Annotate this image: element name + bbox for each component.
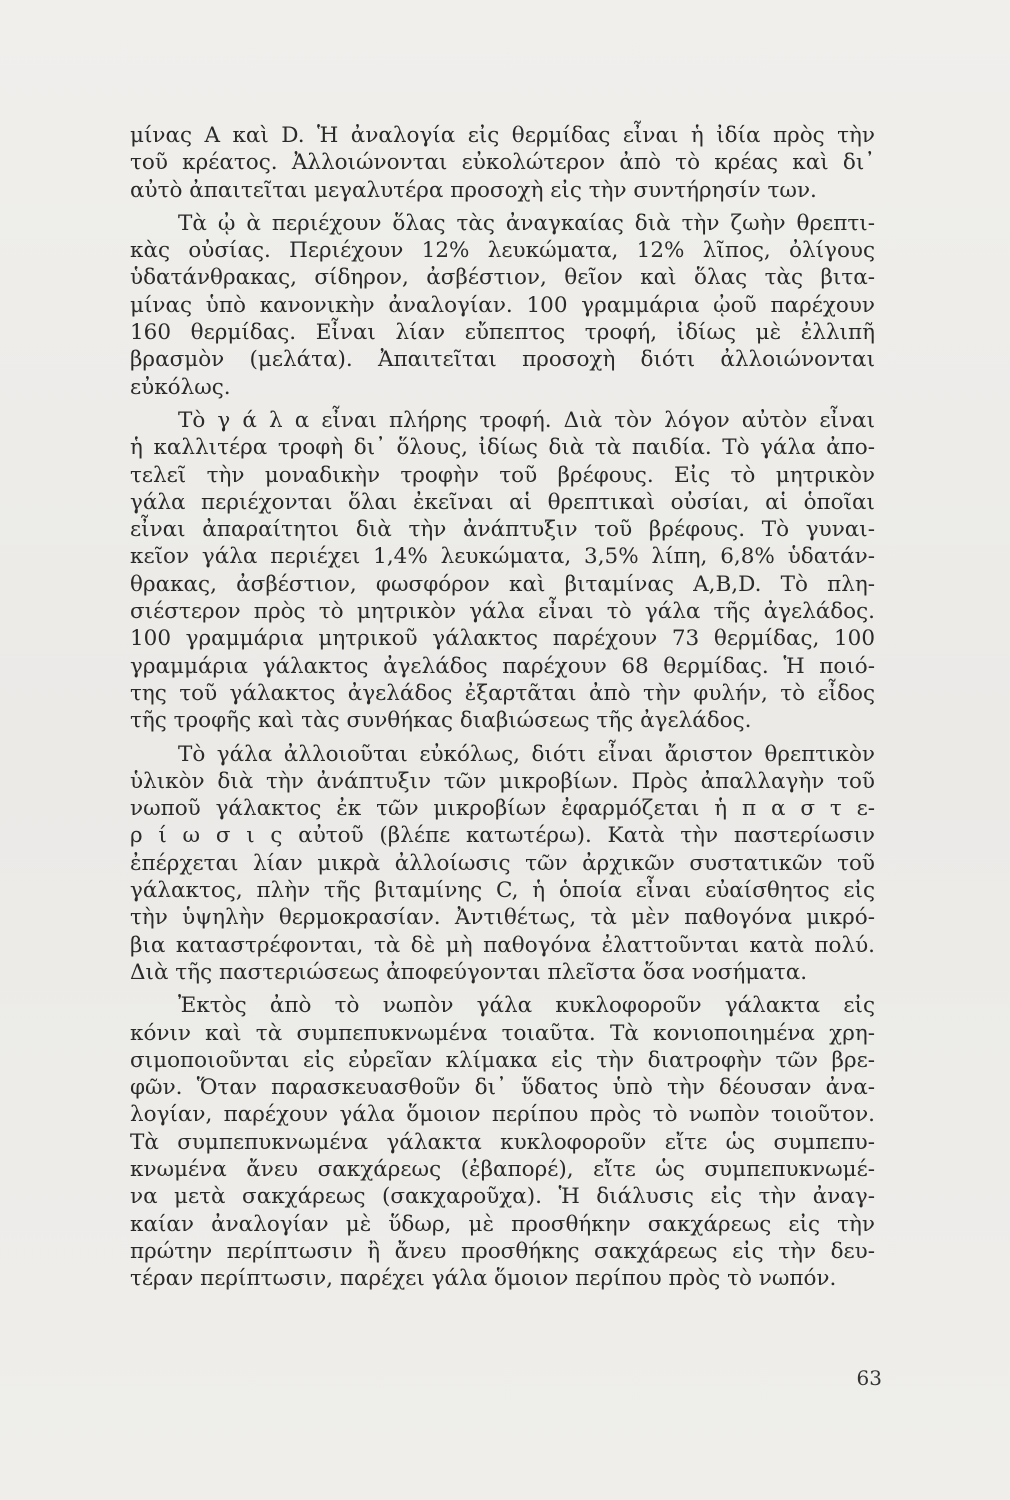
text-line: αὐτὸ ἀπαιτεῖται μεγαλυτέρα προσοχὴ εἰς τὴν συντήρησίν των. <box>130 177 817 203</box>
paragraph <box>130 122 875 204</box>
text-line: θρακας, ἀσβέστιον, φωσφόρον καὶ βιταμίνας A,B,D. Τὸ πλη- <box>130 571 875 597</box>
text-line: τελεῖ τὴν μοναδικὴν τροφὴν τοῦ βρέφους. Εἰς τὸ μητρικὸν <box>130 462 875 488</box>
text-line: κνωμένα ἄνευ σακχάρεως (ἐβαπορέ), εἴτε ὡς συμπεπυκνωμέ- <box>130 1156 875 1182</box>
text-line: λογίαν, παρέχουν γάλα ὅμοιον περίπου πρὸς τὸ νωπὸν τοιοῦτον. <box>130 1102 875 1128</box>
text-line: φῶν. Ὅταν παρασκευασθοῦν δι᾿ ὕδατος ὑπὸ τὴν δέουσαν ἀνα- <box>130 1075 875 1101</box>
text-line: ἐπέρχεται λίαν μικρὰ ἀλλοίωσις τῶν ἀρχικῶν συστατικῶν τοῦ <box>130 850 875 876</box>
text-line: σιέστερον πρὸς τὸ μητρικὸν γάλα εἶναι τὸ γάλα τῆς ἀγελάδος. <box>130 599 875 625</box>
text-line: κὰς οὐσίας. Περιέχουν 12% λευκώματα, 12% λῖπος, ὀλίγους <box>130 238 875 264</box>
text-line: 100 γραμμάρια μητρικοῦ γάλακτος παρέχουν 73 θερμίδας, 100 <box>130 626 875 652</box>
text-line: τέραν περίπτωσιν, παρέχει γάλα ὅμοιον περίπου πρὸς τὸ νωπόν. <box>130 1266 837 1292</box>
text-line: εἶναι ἀπαραίτητοι διὰ τὴν ἀνάπτυξιν τοῦ βρέφους. Τὸ γυναι- <box>130 517 875 543</box>
text-line: να μετὰ σακχάρεως (σακχαροῦχα). Ἡ διάλυσις εἰς τὴν ἀναγ- <box>130 1184 875 1210</box>
text-line: πρώτην περίπτωσιν ἢ ἄνευ προσθήκης σακχάρεως εἰς τὴν δευ- <box>130 1238 875 1264</box>
text-line: βια καταστρέφονται, τὰ δὲ μὴ παθογόνα ἐλαττοῦνται κατὰ πολύ. <box>130 932 875 958</box>
page-number: 63 <box>856 1366 882 1390</box>
body-text <box>130 122 875 1298</box>
text-line: Τὸ γάλα ἀλλοιοῦται εὐκόλως, διότι εἶναι ἄριστον θρεπτικὸν <box>178 741 875 767</box>
text-line: της τοῦ γάλακτος ἀγελάδος ἐξαρτᾶται ἀπὸ τὴν φυλήν, τὸ εἶδος <box>130 680 875 706</box>
text-line: τῆς τροφῆς καὶ τὰς συνθήκας διαβιώσεως τῆς ἀγελάδος. <box>130 708 752 734</box>
text-line: μίνας ὑπὸ κανονικὴν ἀναλογίαν. 100 γραμμάρια ᾠοῦ παρέχουν <box>130 292 875 318</box>
text-line: καίαν ἀναλογίαν μὲ ὕδωρ, μὲ προσθήκην σακχάρεως εἰς τὴν <box>130 1211 875 1237</box>
text-line: Διὰ τῆς παστεριώσεως ἀποφεύγονται πλεῖστα ὅσα νοσήματα. <box>130 959 808 985</box>
text-line: Τὰ συμπεπυκνωμένα γάλακτα κυκλοφοροῦν εἴτε ὡς συμπεπυ- <box>130 1129 875 1155</box>
text-line: μίνας A καὶ D. Ἡ ἀναλογία εἰς θερμίδας εἶναι ἡ ἰδία πρὸς τὴν <box>130 123 875 148</box>
text-line: ὑλικὸν διὰ τὴν ἀνάπτυξιν τῶν μικροβίων. Πρὸς ἀπαλλαγὴν τοῦ <box>130 768 875 794</box>
text-line: βρασμὸν (μελάτα). Ἀπαιτεῖται προσοχὴ διότι ἀλλοιώνονται <box>130 347 875 373</box>
text-line: νωποῦ γάλακτος ἐκ τῶν μικροβίων ἐφαρμόζεται ἡ π α σ τ ε- <box>130 796 875 822</box>
paragraph <box>130 210 875 401</box>
text-line: γάλακτος, πλὴν τῆς βιταμίνης C, ἡ ὁποία εἶναι εὐαίσθητος εἰς <box>130 878 875 904</box>
text-line: ρ ί ω σ ι ς αὐτοῦ (βλέπε κατωτέρω). Κατὰ τὴν παστερίωσιν <box>130 823 875 849</box>
text-line: Ἐκτὸς ἀπὸ τὸ νωπὸν γάλα κυκλοφοροῦν γάλακτα εἰς <box>178 993 875 1019</box>
paragraph <box>130 992 875 1292</box>
text-line: Τὸ γ ά λ α εἶναι πλήρης τροφή. Διὰ τὸν λόγον αὐτὸν εἶναι <box>178 407 875 433</box>
text-line: σιμοποιοῦνται εἰς εὐρεῖαν κλίμακα εἰς τὴν διατροφὴν τῶν βρε- <box>130 1047 875 1073</box>
text-line: Τὰ ᾠ ὰ περιέχουν ὅλας τὰς ἀναγκαίας διὰ τὴν ζωὴν θρεπτι- <box>178 210 875 236</box>
text-line: ὑδατάνθρακας, σίδηρον, ἀσβέστιον, θεῖον καὶ ὅλας τὰς βιτα- <box>130 265 875 291</box>
paragraph <box>130 741 875 987</box>
paragraph <box>130 407 875 735</box>
text-line: τοῦ κρέατος. Ἀλλοιώνονται εὐκολώτερον ἀπὸ τὸ κρέας καὶ δι᾿ <box>130 150 875 176</box>
text-line: 160 θερμίδας. Εἶναι λίαν εὔπεπτος τροφή, ἰδίως μὲ ἐλλιπῆ <box>130 320 875 346</box>
text-line: ἡ καλλιτέρα τροφὴ δι᾿ ὅλους, ἰδίως διὰ τὰ παιδία. Τὸ γάλα ἀπο- <box>130 435 875 461</box>
text-line: γραμμάρια γάλακτος ἀγελάδος παρέχουν 68 θερμίδας. Ἡ ποιό- <box>130 653 875 679</box>
text-line: κόνιν καὶ τὰ συμπεπυκνωμένα τοιαῦτα. Τὰ κονιοποιημένα χρη- <box>130 1020 875 1046</box>
text-line: κεῖον γάλα περιέχει 1,4% λευκώματα, 3,5% λίπη, 6,8% ὑδατάν- <box>130 544 875 570</box>
text-line: τὴν ὑψηλὴν θερμοκρασίαν. Ἀντιθέτως, τὰ μὲν παθογόνα μικρό- <box>130 905 875 931</box>
text-line: εὐκόλως. <box>130 374 231 400</box>
text-line: γάλα περιέχονται ὅλαι ἐκεῖναι αἱ θρεπτικαὶ οὐσίαι, αἱ ὁποῖαι <box>130 489 875 515</box>
